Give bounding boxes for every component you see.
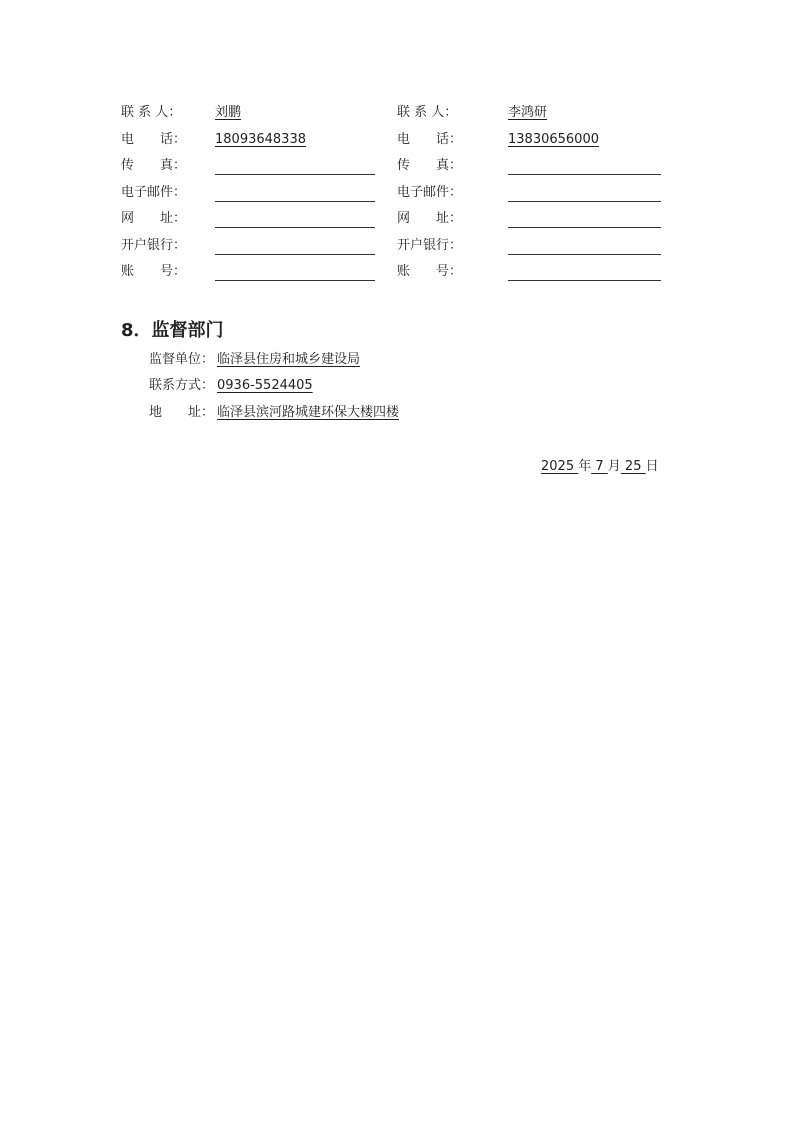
right-account-label: 账 号： [397,264,463,279]
document-date [541,457,659,477]
right-fax-label: 传 真： [397,158,463,173]
supervision-unit-row [149,350,360,370]
right-phone-value: 13830656000 [508,132,599,147]
left-email-label: 电子邮件： [121,185,187,200]
left-email-value [215,183,375,202]
right-website-value [508,209,661,228]
right-email-value [508,183,661,202]
left-contact-value: 刘鹏 [215,105,242,120]
right-email-label: 电子邮件： [397,185,463,200]
supervision-contact-value: 0936-5524405 [217,378,313,393]
supervision-contact-label: 联系方式： [149,378,215,393]
section-title-supervision: 8．监督部门 [121,320,224,341]
date-month-unit: 月 [607,459,621,474]
left-phone-label: 电 话： [121,132,187,147]
date-day: 25 [620,459,646,474]
supervision-address-label: 地 址： [149,405,215,420]
supervision-contact-row [149,376,313,396]
left-website-value [215,209,375,228]
supervision-unit-label: 监督单位： [149,352,215,367]
supervision-unit-value: 临泽县住房和城乡建设局 [217,352,361,367]
right-website-label: 网 址： [397,211,463,226]
left-account-value [215,262,375,281]
right-fax-value [508,156,661,175]
left-bank-value [215,236,375,255]
right-phone-label: 电 话： [397,132,463,147]
supervision-address-row [149,403,399,423]
right-contact-value: 李鸿研 [508,105,548,120]
right-account-value [508,262,661,281]
left-account-label: 账 号： [121,264,187,279]
supervision-address-value: 临泽县滨河路城建环保大楼四楼 [217,405,400,420]
left-fax-label: 传 真： [121,158,187,173]
left-phone-value: 18093648338 [215,132,306,147]
right-bank-value [508,236,661,255]
left-fax-value [215,156,375,175]
right-contact-label: 联 系 人： [397,105,458,120]
date-year: 2025 [541,459,579,474]
left-contact-label: 联 系 人： [121,105,182,120]
date-month: 7 [591,459,608,474]
right-bank-label: 开户银行： [397,238,463,253]
date-year-unit: 年 [578,459,592,474]
left-bank-label: 开户银行： [121,238,187,253]
date-day-unit: 日 [645,459,659,474]
left-website-label: 网 址： [121,211,187,226]
